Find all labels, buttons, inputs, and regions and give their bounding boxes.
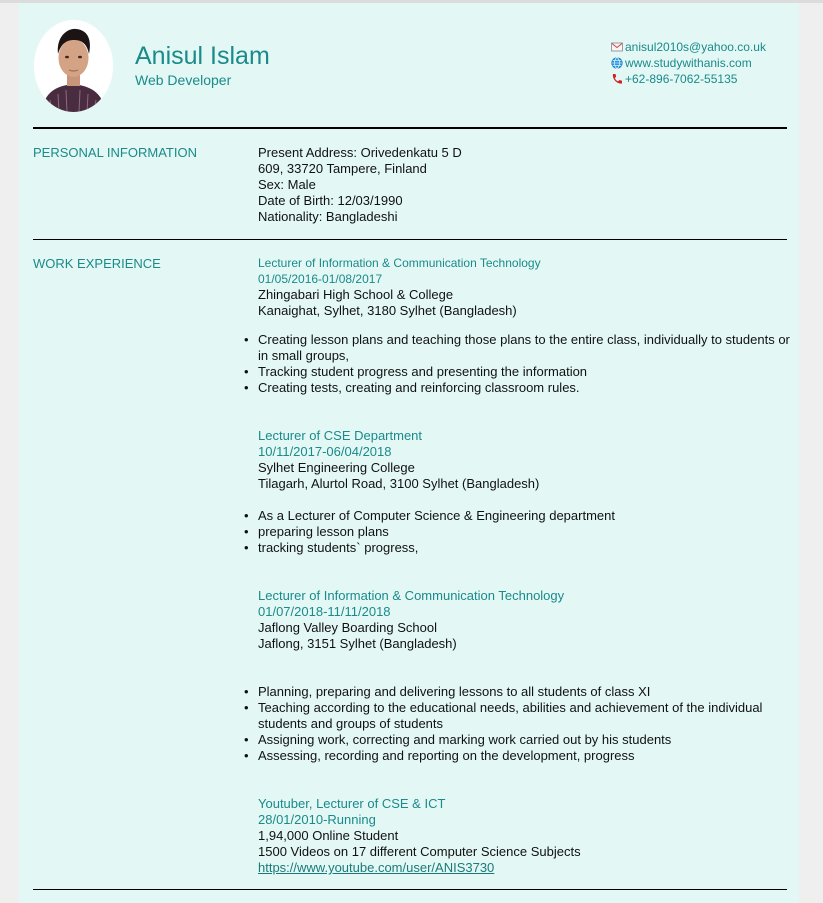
website-text: www.studywithanis.com [625,56,752,70]
job-entry [258,428,788,492]
resume-page [19,3,799,903]
job-entry [258,255,788,319]
job-title: Lecturer of CSE Department [258,428,423,443]
contact-list [611,39,766,87]
duty-item: • Creating lesson plans and teaching those plans to the entire class, individually to students or in small groups, [241,332,791,364]
job-location: Jaflong, 3151 Sylhet (Bangladesh) [258,636,457,651]
person-photo-icon [34,20,113,112]
email-icon [611,41,623,53]
phone-icon [611,73,623,85]
job-dates: 10/11/2017-06/04/2018 [258,444,392,459]
header-divider [33,127,787,129]
duty-item: • Planning, preparing and delivering lessons to all students of class XI [241,684,791,700]
candidate-role: Web Developer [135,72,232,88]
job-title: Lecturer of Information & Communication Technology [258,588,565,603]
nationality-line: Nationality: Bangladeshi [258,209,398,224]
email-text: anisul2010s@yahoo.co.uk [625,40,766,54]
duty-item: • Tracking student progress and presenting the information [241,364,791,380]
job-entry [258,588,788,652]
job-organization: Sylhet Engineering College [258,460,415,475]
profile-photo [34,20,113,112]
section-label-personal-information: PERSONAL INFORMATION [33,145,197,160]
job-location: Kanaighat, Sylhet, 3180 Sylhet (Bangladesh) [258,303,517,318]
online-students-line: 1,94,000 Online Student [258,828,399,843]
duty-item: • Teaching according to the educational needs, abilities and achievement of the individual students and groups of students [241,700,791,732]
contact-email[interactable] [611,39,766,55]
duty-item: • Assessing, recording and reporting on the development, progress [241,748,791,764]
duty-item: • tracking students` progress, [241,540,791,556]
present-address-line: Present Address: Orivedenkatu 5 D [258,145,462,160]
work-divider [33,889,787,890]
youtube-channel-link[interactable]: https://www.youtube.com/user/ANIS3730 [258,860,495,875]
duty-item: • As a Lecturer of Computer Science & Engineering department [241,508,791,524]
job-duties-list [241,332,791,396]
address-city-line: 609, 33720 Tampere, Finland [258,161,427,176]
personal-info-block [258,145,462,225]
job-location: Tilagarh, Alurtol Road, 3100 Sylhet (Bangladesh) [258,476,540,491]
phone-text: +62-896-7062-55135 [625,72,738,86]
job-duties-list [241,508,791,556]
contact-phone[interactable] [611,71,766,87]
job-title: Lecturer of Information & Communication Technology [258,256,541,270]
job-organization: Jaflong Valley Boarding School [258,620,437,635]
job-dates: 28/01/2010-Running [258,812,376,827]
job-dates: 01/05/2016-01/08/2017 [258,272,383,286]
duty-item: • preparing lesson plans [241,524,791,540]
job-duties-list [241,684,791,764]
job-organization: Zhingabari High School & College [258,287,454,302]
duty-item: • Creating tests, creating and reinforcing classroom rules. [241,380,791,396]
candidate-name: Anisul Islam [135,42,270,70]
section-label-work-experience: WORK EXPERIENCE [33,256,161,271]
job-dates: 01/07/2018-11/11/2018 [258,604,391,619]
videos-line: 1500 Videos on 17 different Computer Science Subjects [258,844,581,859]
sex-line: Sex: Male [258,177,316,192]
contact-website[interactable] [611,55,766,71]
personal-divider [33,239,787,240]
job-title: Youtuber, Lecturer of CSE & ICT [258,796,446,811]
date-of-birth-line: Date of Birth: 12/03/1990 [258,193,403,208]
globe-icon [611,57,623,69]
job-entry [258,796,788,876]
duty-item: • Assigning work, correcting and marking work carried out by his students [241,732,791,748]
